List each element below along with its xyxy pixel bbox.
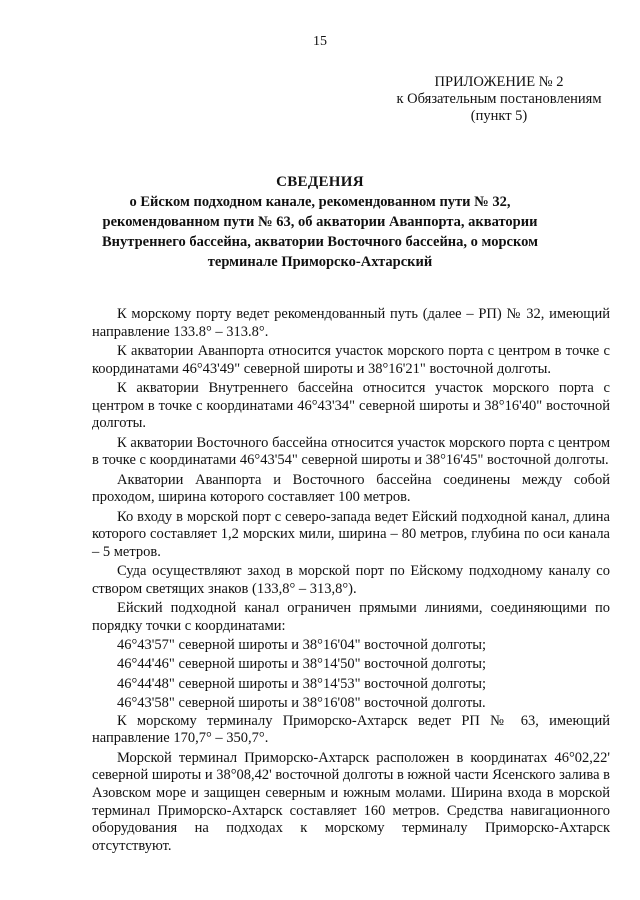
heading-line: терминале Приморско-Ахтарский (207, 254, 433, 270)
appendix-title: ПРИЛОЖЕНИЕ № 2 (434, 74, 564, 90)
heading-line: о Ейском подходном канале, рекомендованном пути № 32, (129, 194, 511, 210)
paragraph-route-63: К морскому терминалу Приморско-Ахтарск ведет РП № 63, имеющий направление 170,7° – 350,7°. (92, 712, 610, 747)
coordinate-item: 46°43'57" северной широты и 38°16'04" восточной долготы; (117, 637, 487, 654)
appendix-clause: (пункт 5) (470, 108, 528, 124)
heading-line: Внутреннего бассейна, акватории Восточного бассейна, о морском (102, 234, 538, 250)
paragraph-avanport: К акватории Аванпорта относится участок морского порта с центром в точке с координатами 46°43'49" северной широты и 38°16'21" восточной долготы. (92, 342, 610, 377)
heading-title: СВЕДЕНИЯ (276, 174, 364, 190)
paragraph-approach-channel: Ко входу в морской порт с северо-запада ведет Ейский подходной канал, длина которого составляет 1,2 морских мили, ширина – 80 метров, глубина по оси канала – 5 метров. (92, 508, 610, 560)
paragraph-channel-bounds: Ейский подходной канал ограничен прямыми линиями, соединяющими по порядку точки с координатами: (92, 600, 610, 634)
document-heading (0, 172, 640, 272)
heading-line: рекомендованном пути № 63, об акватории Аванпорта, акватории (102, 214, 538, 230)
paragraph-terminal: Морской терминал Приморско-Ахтарск расположен в координатах 46°02,22' северной широты и 38°08,42' восточной долготы в южной части Ясенского залива в Азовском море и защищен северным и южным молами. Ширина входа в морской терминал Приморско-Ахтарск составляет 160 метров. Средства навигационного оборудования на подходах к морскому терминалу Приморско-Ахтарск отсутствуют. (92, 749, 610, 854)
paragraph-route-32: К морскому порту ведет рекомендованный путь (далее – РП) № 32, имеющий направление 133.8° – 313.8°. (92, 306, 610, 340)
paragraph-entry: Суда осуществляют заход в морской порт по Ейскому подходному каналу со створом светящих знаков (133,8° – 313,8°). (92, 563, 610, 597)
appendix-block (386, 74, 612, 125)
paragraph-east-basin: К акватории Восточного бассейна относится участок морского порта с центром в точке с координатами 46°43'54" северной широты и 38°16'45" восточной долготы. (92, 434, 610, 469)
coordinate-item: 46°43'58" северной широты и 38°16'08" восточной долготы. (117, 695, 486, 712)
paragraph-inner-basin: К акватории Внутреннего бассейна относится участок морского порта с центром в точке с координатами 46°43'34" северной широты и 38°16'40" восточной долготы. (92, 379, 610, 432)
document-body (92, 306, 610, 855)
coordinate-item: 46°44'46" северной широты и 38°14'50" восточной долготы; (117, 656, 487, 673)
paragraph-passage: Акватории Аванпорта и Восточного бассейна соединены между собой проходом, ширина которого составляет 100 метров. (92, 471, 610, 506)
page-number: 15 (313, 34, 327, 49)
appendix-reference: к Обязательным постановлениям (396, 91, 602, 107)
coordinate-item: 46°44'48" северной широты и 38°14'53" восточной долготы; (117, 675, 487, 692)
